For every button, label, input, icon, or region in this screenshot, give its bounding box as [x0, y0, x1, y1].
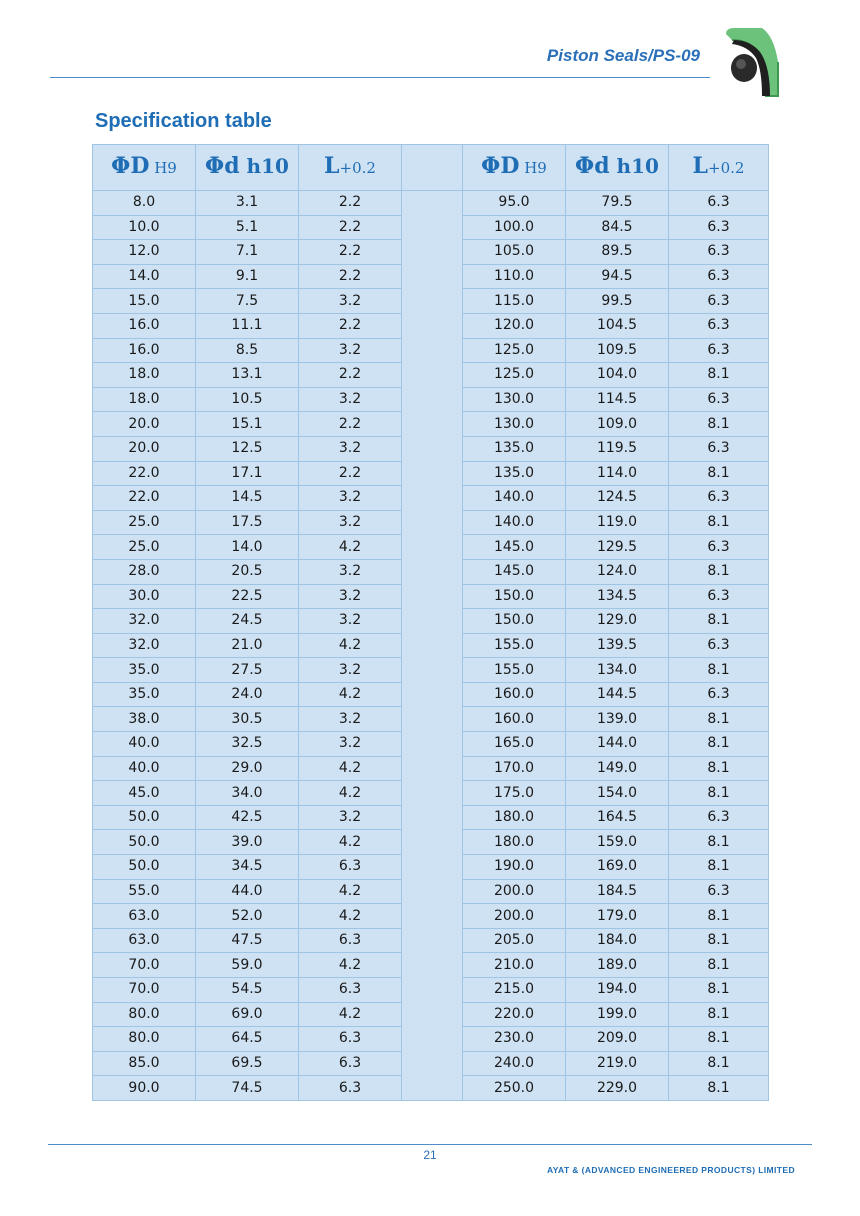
cell-inner-diameter: 109.0: [566, 412, 669, 437]
cell-inner-diameter: 144.5: [566, 682, 669, 707]
cell-inner-diameter: 194.0: [566, 978, 669, 1003]
section-title: Specification table: [95, 110, 272, 132]
cell-outer-diameter: 200.0: [463, 879, 566, 904]
cell-outer-diameter: 175.0: [463, 781, 566, 806]
cell-length: 3.2: [299, 584, 402, 609]
cell-length: 3.2: [299, 289, 402, 314]
cell-length: 8.1: [669, 658, 769, 683]
cell-outer-diameter: 135.0: [463, 461, 566, 486]
cell-outer-diameter: 95.0: [463, 191, 566, 216]
cell-outer-diameter: 180.0: [463, 830, 566, 855]
company-name: AYAT & (ADVANCED ENGINEERED PRODUCTS) LIMITED: [547, 1165, 795, 1175]
cell-length: 6.3: [299, 1076, 402, 1101]
cell-outer-diameter: 63.0: [93, 928, 196, 953]
cell-length: 3.2: [299, 338, 402, 363]
cell-inner-diameter: 144.0: [566, 732, 669, 757]
cell-inner-diameter: 149.0: [566, 756, 669, 781]
cell-length: 8.1: [669, 1027, 769, 1052]
piston-seal-graphic: [722, 22, 782, 102]
cell-outer-diameter: 140.0: [463, 510, 566, 535]
cell-outer-diameter: 22.0: [93, 461, 196, 486]
cell-outer-diameter: 100.0: [463, 215, 566, 240]
cell-outer-diameter: 155.0: [463, 658, 566, 683]
cell-length: 6.3: [299, 855, 402, 880]
cell-outer-diameter: 150.0: [463, 584, 566, 609]
cell-inner-diameter: 184.5: [566, 879, 669, 904]
cell-outer-diameter: 63.0: [93, 904, 196, 929]
cell-outer-diameter: 80.0: [93, 1027, 196, 1052]
cell-outer-diameter: 12.0: [93, 240, 196, 265]
cell-outer-diameter: 130.0: [463, 412, 566, 437]
cell-inner-diameter: 44.0: [196, 879, 299, 904]
cell-outer-diameter: 38.0: [93, 707, 196, 732]
cell-outer-diameter: 80.0: [93, 1002, 196, 1027]
cell-length: 6.3: [669, 879, 769, 904]
cell-outer-diameter: 230.0: [463, 1027, 566, 1052]
cell-outer-diameter: 145.0: [463, 559, 566, 584]
cell-outer-diameter: 190.0: [463, 855, 566, 880]
cell-length: 4.2: [299, 756, 402, 781]
cell-outer-diameter: 120.0: [463, 313, 566, 338]
cell-outer-diameter: 35.0: [93, 682, 196, 707]
cell-inner-diameter: 15.1: [196, 412, 299, 437]
cell-inner-diameter: 22.5: [196, 584, 299, 609]
cell-inner-diameter: 30.5: [196, 707, 299, 732]
cell-length: 8.1: [669, 510, 769, 535]
cell-outer-diameter: 50.0: [93, 855, 196, 880]
cell-inner-diameter: 32.5: [196, 732, 299, 757]
cell-inner-diameter: 10.5: [196, 387, 299, 412]
cell-inner-diameter: 11.1: [196, 313, 299, 338]
cell-outer-diameter: 32.0: [93, 633, 196, 658]
cell-outer-diameter: 160.0: [463, 682, 566, 707]
cell-inner-diameter: 14.5: [196, 486, 299, 511]
cell-inner-diameter: 169.0: [566, 855, 669, 880]
cell-outer-diameter: 18.0: [93, 387, 196, 412]
cell-length: 4.2: [299, 682, 402, 707]
cell-outer-diameter: 250.0: [463, 1076, 566, 1101]
cell-inner-diameter: 79.5: [566, 191, 669, 216]
cell-inner-diameter: 59.0: [196, 953, 299, 978]
cell-outer-diameter: 145.0: [463, 535, 566, 560]
cell-inner-diameter: 54.5: [196, 978, 299, 1003]
cell-inner-diameter: 29.0: [196, 756, 299, 781]
cell-outer-diameter: 18.0: [93, 363, 196, 388]
cell-length: 2.2: [299, 191, 402, 216]
cell-outer-diameter: 25.0: [93, 535, 196, 560]
cell-inner-diameter: 69.5: [196, 1051, 299, 1076]
cell-outer-diameter: 16.0: [93, 338, 196, 363]
cell-outer-diameter: 8.0: [93, 191, 196, 216]
cell-outer-diameter: 210.0: [463, 953, 566, 978]
cell-length: 4.2: [299, 781, 402, 806]
cell-inner-diameter: 20.5: [196, 559, 299, 584]
cell-inner-diameter: 7.1: [196, 240, 299, 265]
header-outer-diameter: ΦD H9: [463, 145, 566, 191]
cell-outer-diameter: 40.0: [93, 756, 196, 781]
cell-inner-diameter: 52.0: [196, 904, 299, 929]
cell-length: 8.1: [669, 781, 769, 806]
cell-outer-diameter: 130.0: [463, 387, 566, 412]
cell-length: 2.2: [299, 412, 402, 437]
cell-inner-diameter: 24.5: [196, 609, 299, 634]
cell-length: 4.2: [299, 1002, 402, 1027]
cell-length: 2.2: [299, 264, 402, 289]
cell-inner-diameter: 134.0: [566, 658, 669, 683]
cell-inner-diameter: 12.5: [196, 436, 299, 461]
cell-length: 3.2: [299, 609, 402, 634]
cell-outer-diameter: 20.0: [93, 436, 196, 461]
cell-inner-diameter: 39.0: [196, 830, 299, 855]
cell-length: 8.1: [669, 461, 769, 486]
cell-length: 8.1: [669, 978, 769, 1003]
footer-divider: [48, 1144, 812, 1145]
cell-outer-diameter: 110.0: [463, 264, 566, 289]
cell-inner-diameter: 21.0: [196, 633, 299, 658]
cell-inner-diameter: 8.5: [196, 338, 299, 363]
cell-inner-diameter: 124.5: [566, 486, 669, 511]
cell-length: 3.2: [299, 510, 402, 535]
cell-length: 8.1: [669, 928, 769, 953]
cell-outer-diameter: 125.0: [463, 363, 566, 388]
table-gap-column: [402, 191, 463, 1101]
cell-inner-diameter: 229.0: [566, 1076, 669, 1101]
cell-outer-diameter: 25.0: [93, 510, 196, 535]
cell-outer-diameter: 200.0: [463, 904, 566, 929]
cell-inner-diameter: 3.1: [196, 191, 299, 216]
cell-length: 3.2: [299, 732, 402, 757]
cell-outer-diameter: 140.0: [463, 486, 566, 511]
cell-outer-diameter: 14.0: [93, 264, 196, 289]
cell-inner-diameter: 24.0: [196, 682, 299, 707]
cell-length: 2.2: [299, 363, 402, 388]
cell-length: 6.3: [669, 338, 769, 363]
cell-inner-diameter: 34.0: [196, 781, 299, 806]
cell-inner-diameter: 164.5: [566, 805, 669, 830]
cell-outer-diameter: 240.0: [463, 1051, 566, 1076]
cell-length: 6.3: [669, 240, 769, 265]
cell-inner-diameter: 89.5: [566, 240, 669, 265]
cell-length: 6.3: [669, 486, 769, 511]
cell-length: 2.2: [299, 215, 402, 240]
cell-length: 6.3: [669, 805, 769, 830]
cell-inner-diameter: 13.1: [196, 363, 299, 388]
cell-inner-diameter: 9.1: [196, 264, 299, 289]
cell-length: 3.2: [299, 486, 402, 511]
cell-length: 6.3: [299, 1027, 402, 1052]
cell-inner-diameter: 184.0: [566, 928, 669, 953]
cell-length: 4.2: [299, 904, 402, 929]
cell-length: 8.1: [669, 1051, 769, 1076]
cell-outer-diameter: 125.0: [463, 338, 566, 363]
cell-outer-diameter: 155.0: [463, 633, 566, 658]
cell-inner-diameter: 17.1: [196, 461, 299, 486]
cell-inner-diameter: 64.5: [196, 1027, 299, 1052]
cell-outer-diameter: 10.0: [93, 215, 196, 240]
cell-length: 6.3: [669, 633, 769, 658]
cell-inner-diameter: 7.5: [196, 289, 299, 314]
cell-length: 4.2: [299, 879, 402, 904]
cell-length: 8.1: [669, 904, 769, 929]
cell-inner-diameter: 114.5: [566, 387, 669, 412]
cell-outer-diameter: 22.0: [93, 486, 196, 511]
specification-table: [92, 144, 769, 1101]
cell-length: 6.3: [669, 682, 769, 707]
cell-outer-diameter: 15.0: [93, 289, 196, 314]
cell-length: 8.1: [669, 559, 769, 584]
header-outer-diameter: ΦD H9: [93, 145, 196, 191]
cell-outer-diameter: 40.0: [93, 732, 196, 757]
header-length: L+0.2: [299, 145, 402, 191]
cell-inner-diameter: 109.5: [566, 338, 669, 363]
cell-length: 4.2: [299, 633, 402, 658]
cell-outer-diameter: 32.0: [93, 609, 196, 634]
cell-length: 3.2: [299, 387, 402, 412]
cell-length: 8.1: [669, 707, 769, 732]
cell-length: 8.1: [669, 732, 769, 757]
cell-inner-diameter: 5.1: [196, 215, 299, 240]
cell-inner-diameter: 219.0: [566, 1051, 669, 1076]
cell-outer-diameter: 28.0: [93, 559, 196, 584]
cell-outer-diameter: 35.0: [93, 658, 196, 683]
cell-inner-diameter: 27.5: [196, 658, 299, 683]
cell-outer-diameter: 150.0: [463, 609, 566, 634]
cell-length: 2.2: [299, 313, 402, 338]
cell-inner-diameter: 139.5: [566, 633, 669, 658]
cell-inner-diameter: 42.5: [196, 805, 299, 830]
header-inner-diameter: Φd h10: [566, 145, 669, 191]
cell-inner-diameter: 199.0: [566, 1002, 669, 1027]
cell-inner-diameter: 119.5: [566, 436, 669, 461]
cell-outer-diameter: 115.0: [463, 289, 566, 314]
cell-length: 3.2: [299, 805, 402, 830]
cell-outer-diameter: 55.0: [93, 879, 196, 904]
cell-inner-diameter: 189.0: [566, 953, 669, 978]
cell-inner-diameter: 104.0: [566, 363, 669, 388]
cell-length: 8.1: [669, 1002, 769, 1027]
header-length: L+0.2: [669, 145, 769, 191]
cell-length: 6.3: [669, 215, 769, 240]
cell-inner-diameter: 17.5: [196, 510, 299, 535]
cell-length: 4.2: [299, 830, 402, 855]
cell-inner-diameter: 139.0: [566, 707, 669, 732]
cell-inner-diameter: 129.5: [566, 535, 669, 560]
header-inner-diameter: Φd h10: [196, 145, 299, 191]
cell-inner-diameter: 69.0: [196, 1002, 299, 1027]
cell-inner-diameter: 47.5: [196, 928, 299, 953]
cell-inner-diameter: 134.5: [566, 584, 669, 609]
cell-length: 8.1: [669, 412, 769, 437]
header-title: Piston Seals/PS-09: [546, 46, 700, 65]
cell-length: 8.1: [669, 855, 769, 880]
cell-inner-diameter: 209.0: [566, 1027, 669, 1052]
page-number: 21: [423, 1148, 437, 1162]
cell-length: 8.1: [669, 953, 769, 978]
cell-length: 6.3: [669, 313, 769, 338]
cell-length: 6.3: [669, 436, 769, 461]
header-divider: [50, 77, 710, 78]
cell-outer-diameter: 105.0: [463, 240, 566, 265]
cell-length: 3.2: [299, 707, 402, 732]
cell-outer-diameter: 205.0: [463, 928, 566, 953]
cell-length: 6.3: [669, 289, 769, 314]
cell-outer-diameter: 165.0: [463, 732, 566, 757]
cell-length: 3.2: [299, 436, 402, 461]
cell-inner-diameter: 179.0: [566, 904, 669, 929]
cell-length: 2.2: [299, 461, 402, 486]
table-header-row: [93, 145, 769, 191]
cell-length: 8.1: [669, 830, 769, 855]
cell-outer-diameter: 50.0: [93, 805, 196, 830]
cell-outer-diameter: 215.0: [463, 978, 566, 1003]
cell-length: 6.3: [669, 387, 769, 412]
cell-length: 6.3: [669, 191, 769, 216]
cell-inner-diameter: 129.0: [566, 609, 669, 634]
cell-inner-diameter: 154.0: [566, 781, 669, 806]
cell-length: 3.2: [299, 559, 402, 584]
cell-length: 6.3: [669, 535, 769, 560]
cell-outer-diameter: 160.0: [463, 707, 566, 732]
cell-outer-diameter: 135.0: [463, 436, 566, 461]
cell-outer-diameter: 20.0: [93, 412, 196, 437]
cell-outer-diameter: 30.0: [93, 584, 196, 609]
cell-outer-diameter: 70.0: [93, 978, 196, 1003]
cell-outer-diameter: 70.0: [93, 953, 196, 978]
header-gap: [402, 145, 463, 191]
cell-length: 2.2: [299, 240, 402, 265]
cell-inner-diameter: 14.0: [196, 535, 299, 560]
cell-length: 8.1: [669, 609, 769, 634]
cell-length: 3.2: [299, 658, 402, 683]
cell-outer-diameter: 90.0: [93, 1076, 196, 1101]
cell-inner-diameter: 74.5: [196, 1076, 299, 1101]
cell-length: 8.1: [669, 756, 769, 781]
cell-length: 8.1: [669, 1076, 769, 1101]
cell-length: 6.3: [299, 928, 402, 953]
cell-inner-diameter: 119.0: [566, 510, 669, 535]
cell-outer-diameter: 85.0: [93, 1051, 196, 1076]
cell-outer-diameter: 180.0: [463, 805, 566, 830]
cell-outer-diameter: 220.0: [463, 1002, 566, 1027]
cell-inner-diameter: 99.5: [566, 289, 669, 314]
table-row: [93, 191, 769, 216]
cell-length: 4.2: [299, 535, 402, 560]
cell-inner-diameter: 124.0: [566, 559, 669, 584]
cell-outer-diameter: 45.0: [93, 781, 196, 806]
cell-inner-diameter: 84.5: [566, 215, 669, 240]
cell-length: 4.2: [299, 953, 402, 978]
cell-length: 6.3: [669, 584, 769, 609]
cell-inner-diameter: 34.5: [196, 855, 299, 880]
cell-length: 6.3: [669, 264, 769, 289]
cell-length: 6.3: [299, 978, 402, 1003]
cell-outer-diameter: 50.0: [93, 830, 196, 855]
cell-inner-diameter: 159.0: [566, 830, 669, 855]
cell-inner-diameter: 104.5: [566, 313, 669, 338]
cell-length: 6.3: [299, 1051, 402, 1076]
cell-inner-diameter: 94.5: [566, 264, 669, 289]
cell-outer-diameter: 16.0: [93, 313, 196, 338]
cell-outer-diameter: 170.0: [463, 756, 566, 781]
cell-inner-diameter: 114.0: [566, 461, 669, 486]
cell-length: 8.1: [669, 363, 769, 388]
